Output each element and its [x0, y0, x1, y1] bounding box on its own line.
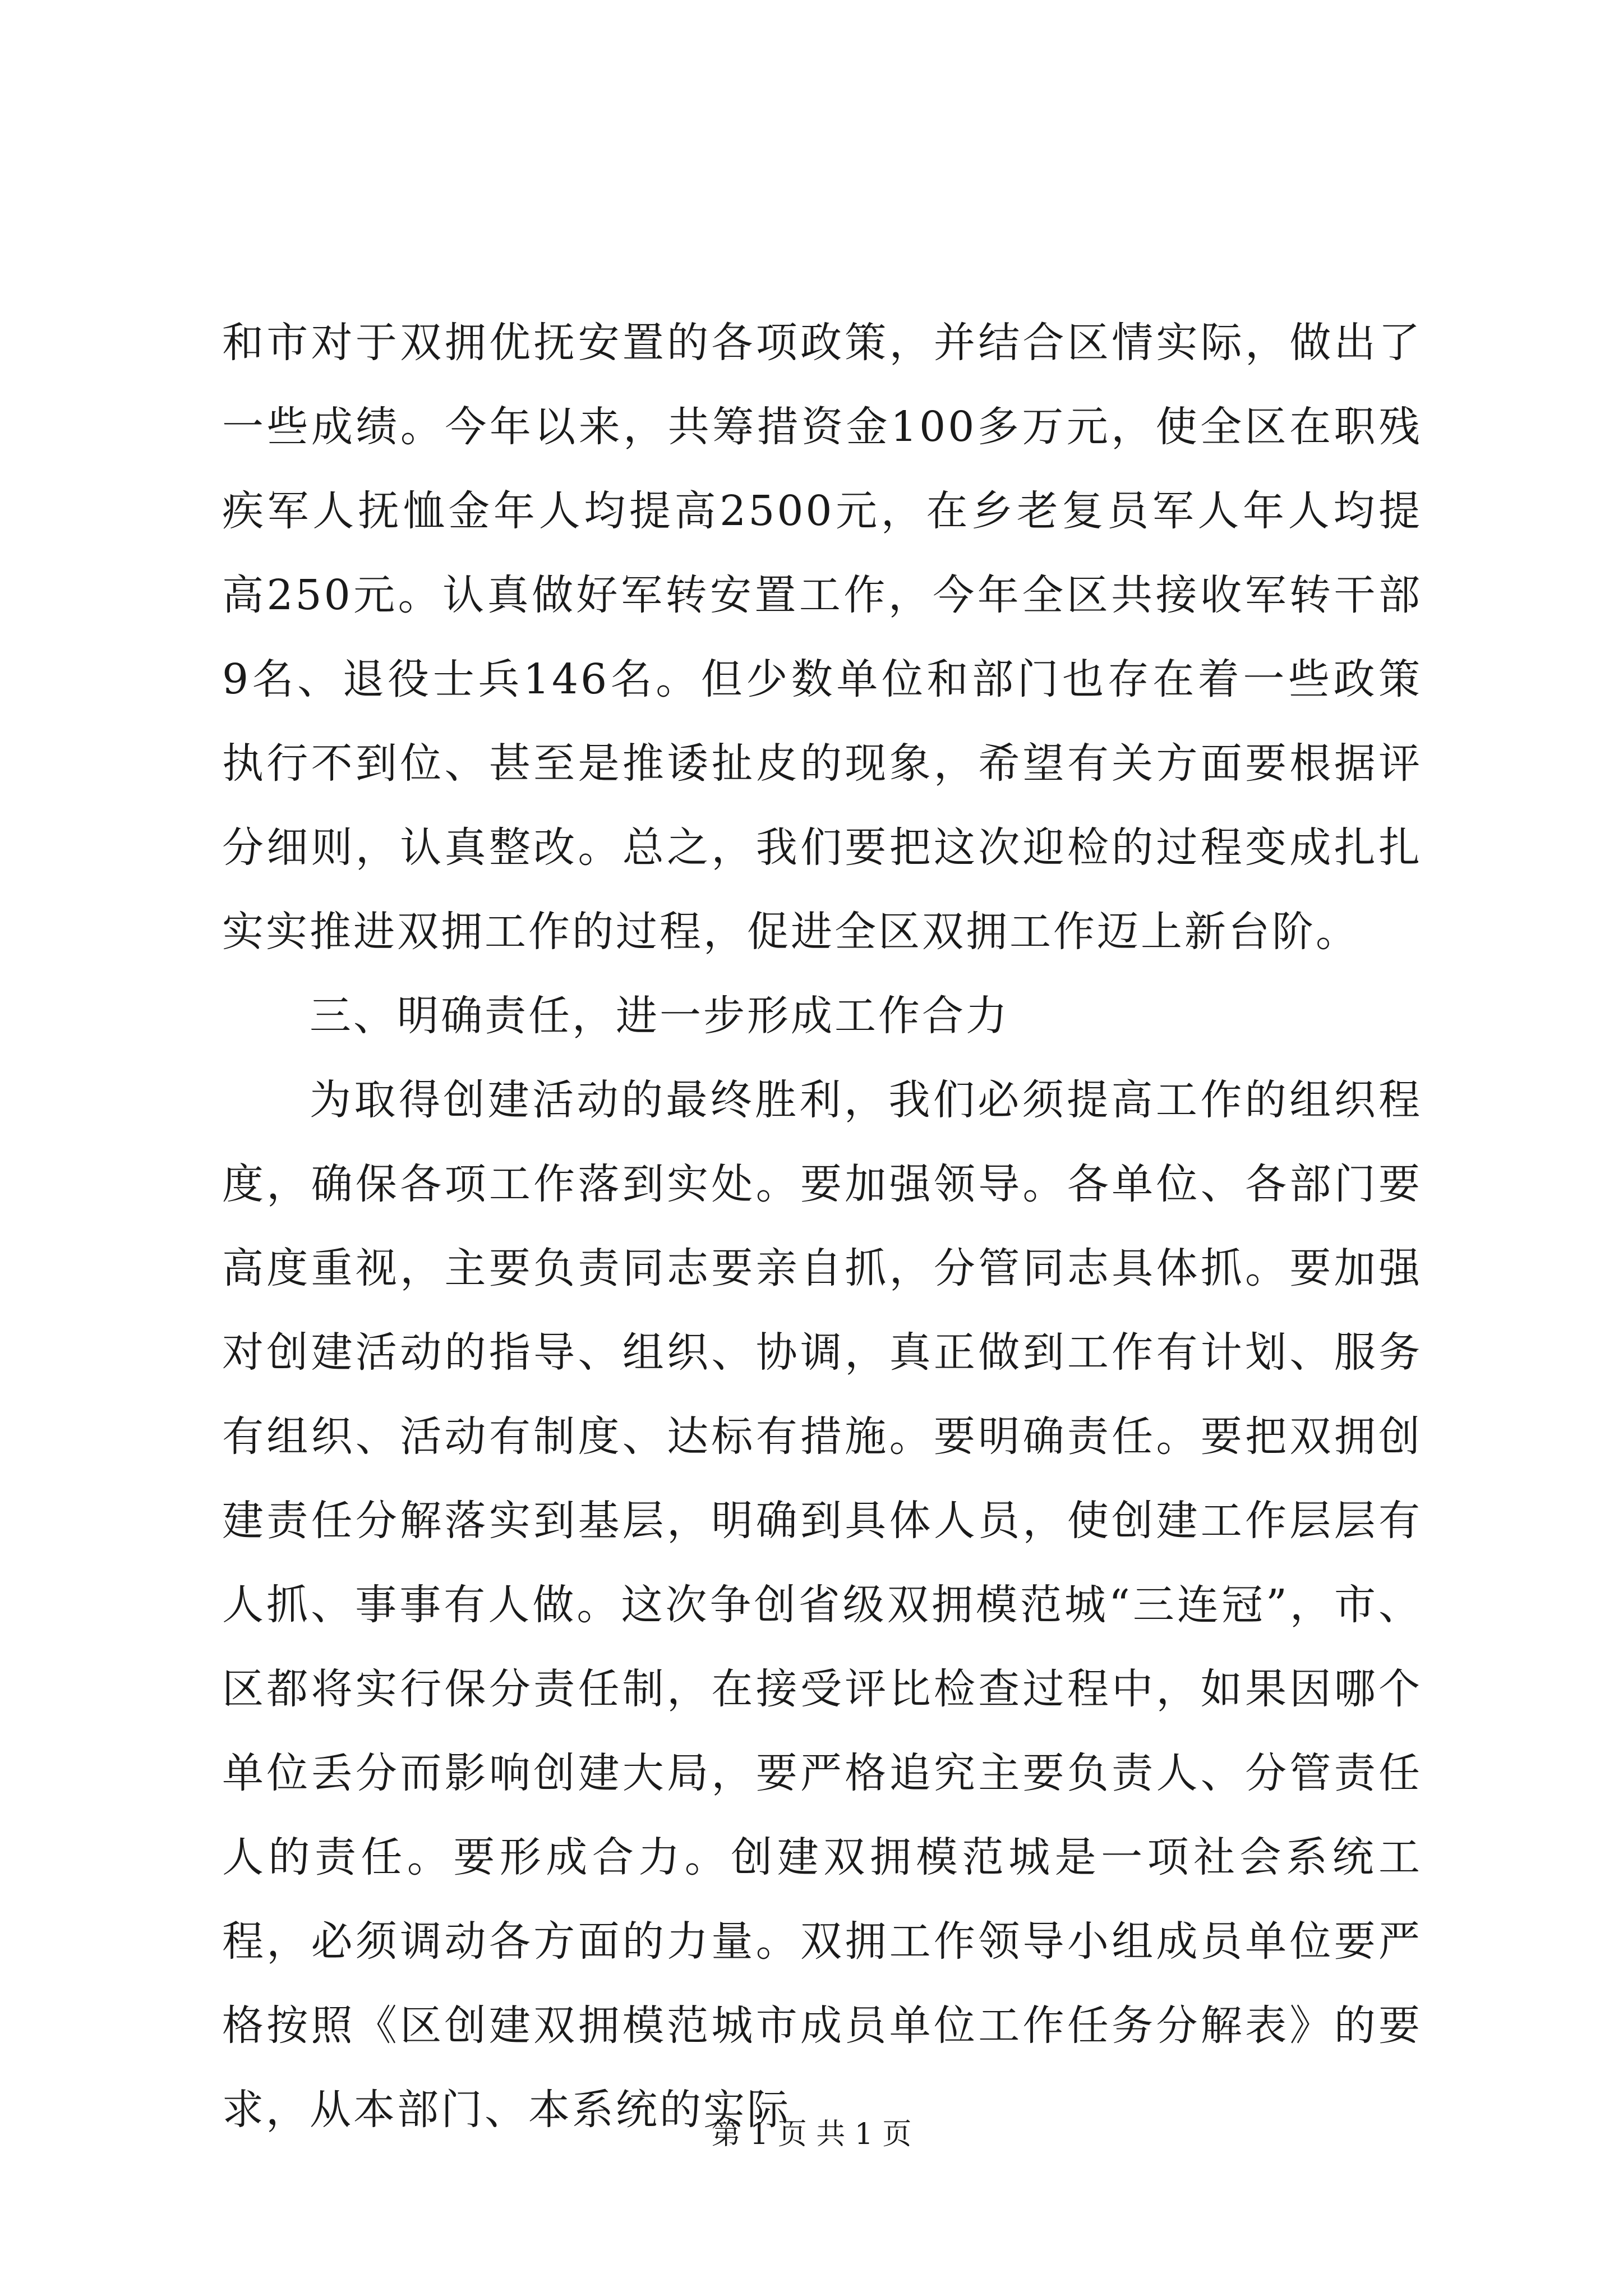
paragraph-2: 为取得创建活动的最终胜利，我们必须提高工作的组织程度，确保各项工作落到实处。要加强领导。各单位、各部门要高度重视，主要负责同志要亲自抓，分管同志具体抓。要加强对创建活动的指导、组织、协调，真正做到工作有计划、服务有组织、活动有制度、达标有措施。要明确责任。要把双拥创建责任分解落实到基层，明确到具体人员，使创建工作层层有人抓、事事有人做。这次争创省级双拥模范城“三连冠”，市、区都将实行保分责任制，在接受评比检查过程中，如果因哪个单位丢分而影响创建大局，要严格追究主要负责人、分管责任人的责任。要形成合力。创建双拥模范城是一项社会系统工程，必须调动各方面的力量。双拥工作领导小组成员单位要严格按照《区创建双拥模范城市成员单位工作任务分解表》的要求，从本部门、本系统的实际: [222, 1076, 1422, 2134]
paragraph-1: 和市对于双拥优抚安置的各项政策，并结合区情实际，做出了一些成绩。今年以来，共筹措资金100多万元，使全区在职残疾军人抚恤金年人均提高2500元，在乡老复员军人年人均提高250元。认真做好军转安置工作，今年全区共接收军转干部9名、退役士兵146名。但少数单位和部门也存在着一些政策执行不到位、甚至是推诿扯皮的现象，希望有关方面要根据评分细则，认真整改。总之，我们要把这次迎检的过程变成扎扎实实推进双拥工作的过程，促进全区双拥工作迈上新台阶。: [222, 319, 1422, 956]
document-body: [222, 301, 1422, 2152]
page-footer: 第 1 页 共 1 页: [711, 2118, 912, 2151]
section-heading: 三、明确责任，进一步形成工作合力: [310, 992, 1009, 1040]
